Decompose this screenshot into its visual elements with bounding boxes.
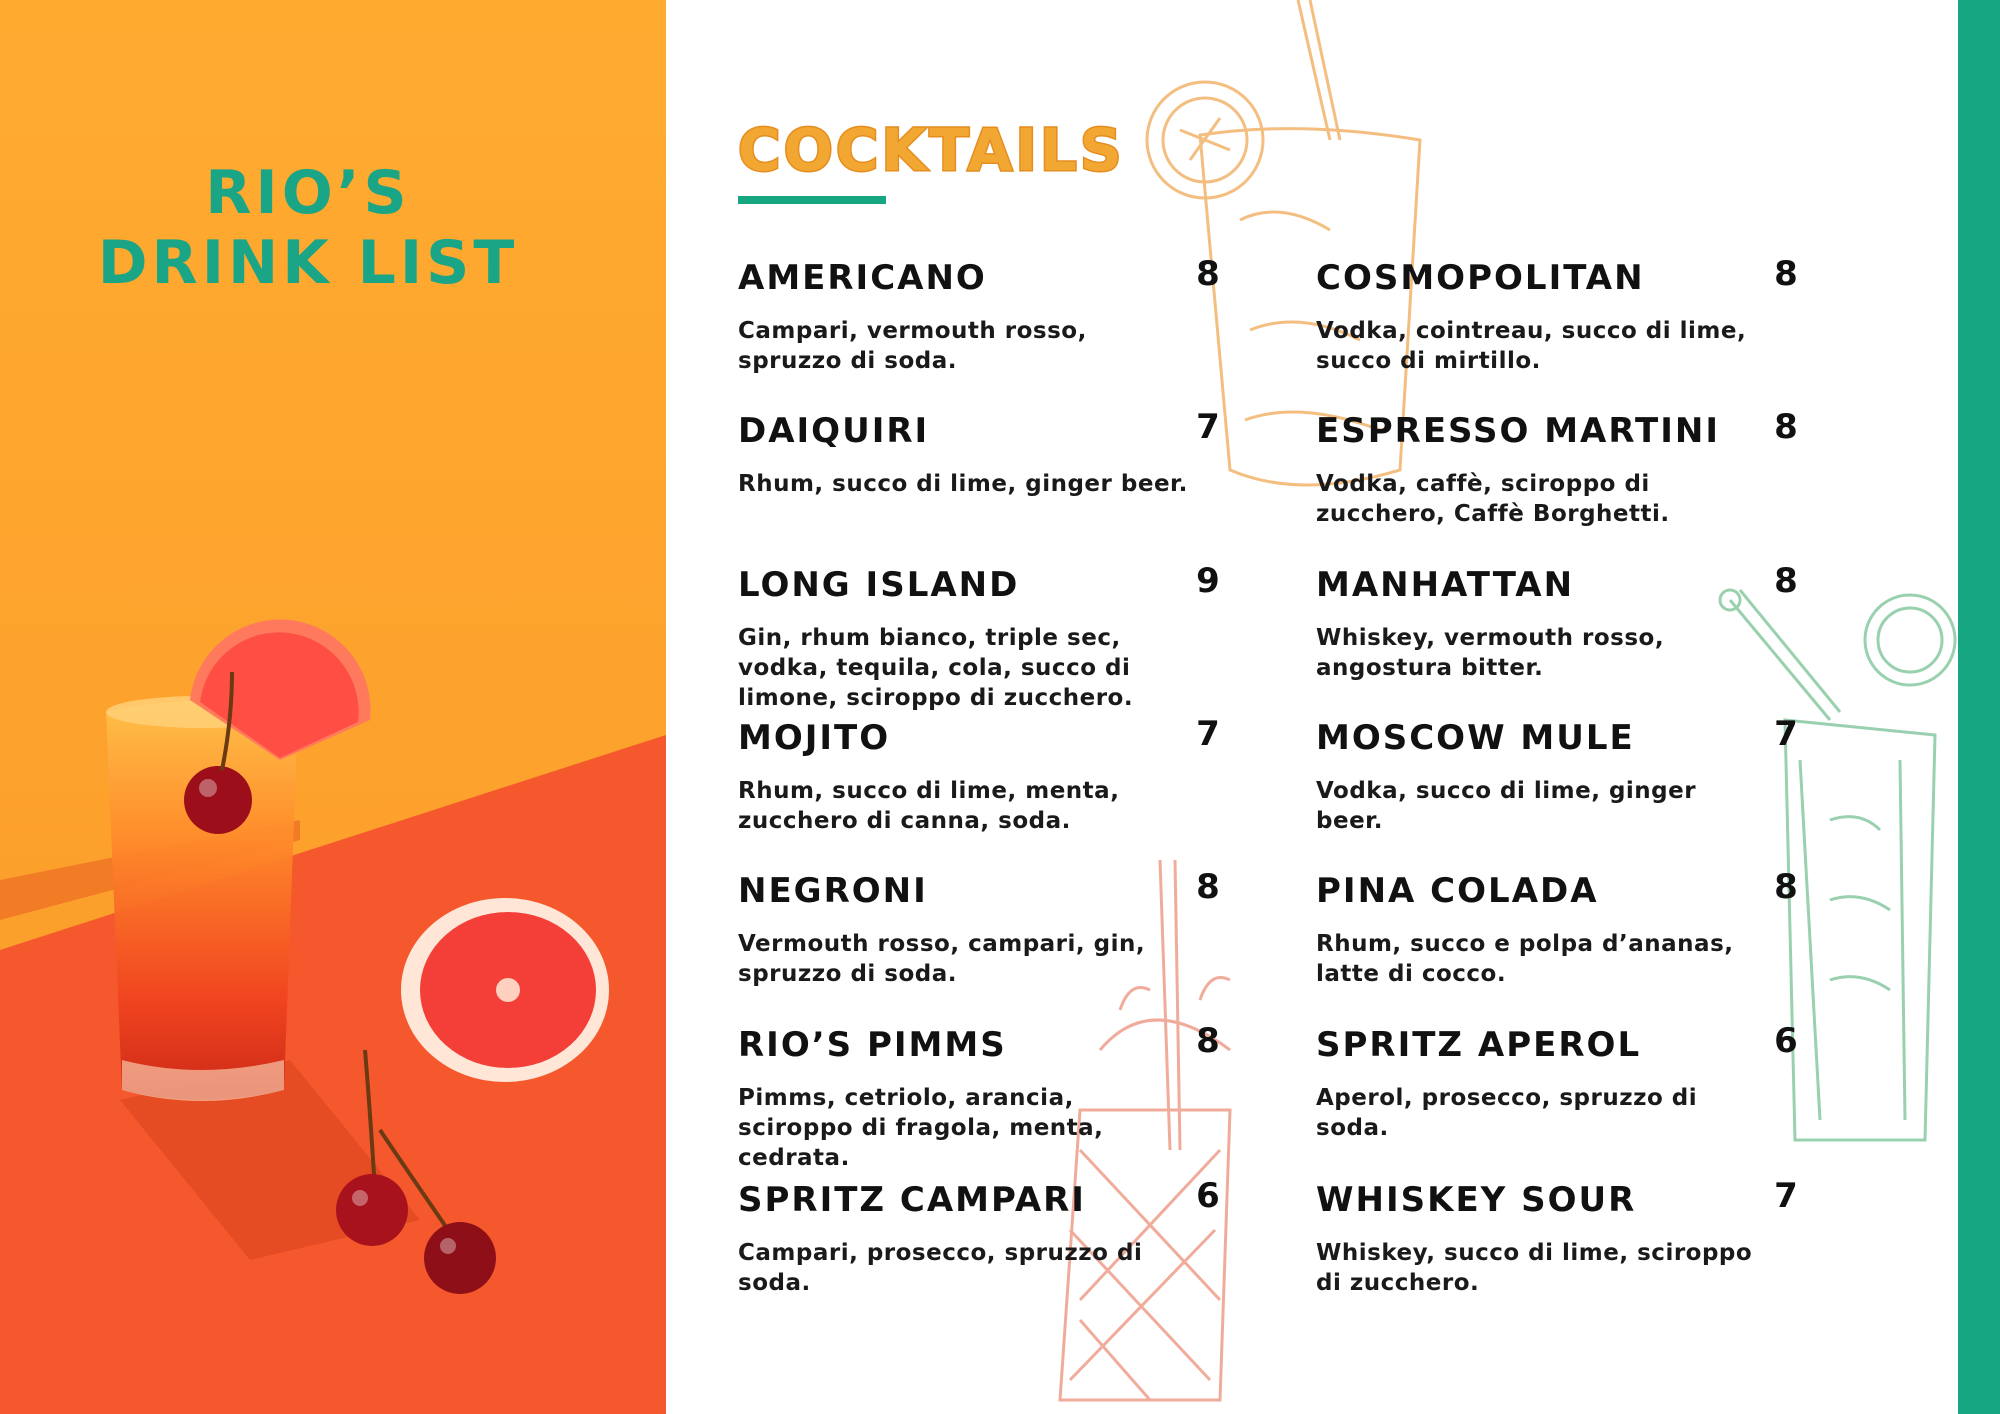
item-description: Vodka, caffè, sciroppo di zucchero, Caffè Borghetti. [1316,471,1670,527]
menu-item [738,407,1228,551]
menu-item [1316,407,1806,551]
item-description: Vodka, cointreau, succo di lime, succo di mirtillo. [1316,318,1747,374]
item-description: Campari, vermouth rosso, spruzzo di soda. [738,318,1087,374]
item-name: MANHATTAN [1316,565,1575,605]
item-price: 6 [1196,1176,1220,1216]
item-name: LONG ISLAND [738,565,1020,605]
menu-item [1316,714,1806,858]
brand-title-line1: RIO’S [205,158,411,228]
item-price: 7 [1196,714,1220,754]
item-description: Rhum, succo e polpa d’ananas, latte di cocco. [1316,931,1734,987]
section-underline [738,196,886,204]
item-name: MOSCOW MULE [1316,718,1635,758]
accent-strip [1958,0,2000,1414]
item-price: 7 [1774,1176,1798,1216]
menu-item [1316,254,1806,398]
item-price: 7 [1774,714,1798,754]
item-price: 9 [1196,561,1220,601]
item-price: 8 [1774,867,1798,907]
item-name: NEGRONI [738,871,928,911]
menu-item [738,561,1228,711]
item-description: Gin, rhum bianco, triple sec, vodka, tequila, cola, succo di limone, sciroppo di zucchero. [738,625,1134,711]
item-price: 8 [1196,254,1220,294]
item-name: RIO’S PIMMS [738,1025,1007,1065]
item-price: 8 [1196,867,1220,907]
item-price: 6 [1774,1021,1798,1061]
item-description: Vermouth rosso, campari, gin, spruzzo di soda. [738,931,1146,987]
item-description: Rhum, succo di lime, ginger beer. [738,471,1188,497]
menu-item [738,254,1228,398]
item-price: 8 [1774,254,1798,294]
item-name: ESPRESSO MARTINI [1316,411,1720,451]
item-description: Whiskey, succo di lime, sciroppo di zucchero. [1316,1240,1753,1296]
item-name: AMERICANO [738,258,987,298]
item-description: Whiskey, vermouth rosso, angostura bitter. [1316,625,1665,681]
photo-panel [0,0,666,1414]
item-price: 8 [1774,407,1798,447]
item-name: WHISKEY SOUR [1316,1180,1637,1220]
item-description: Pimms, cetriolo, arancia, sciroppo di fragola, menta, cedrata. [738,1085,1104,1171]
brand-title-line2: DRINK LIST [97,228,519,298]
brand-title [0,158,616,298]
menu-item [1316,867,1806,1011]
item-description: Aperol, prosecco, spruzzo di soda. [1316,1085,1698,1141]
item-description: Rhum, succo di lime, menta, zucchero di canna, soda. [738,778,1120,834]
menu-item [738,867,1228,1011]
item-description: Vodka, succo di lime, ginger beer. [1316,778,1697,834]
menu-item [1316,561,1806,705]
menu-item [738,1021,1228,1171]
item-description: Campari, prosecco, spruzzo di soda. [738,1240,1143,1296]
menu-item [1316,1176,1806,1320]
item-name: PINA COLADA [1316,871,1599,911]
item-price: 7 [1196,407,1220,447]
menu-item [1316,1021,1806,1165]
menu-item [738,714,1228,858]
item-price: 8 [1196,1021,1220,1061]
item-name: SPRITZ CAMPARI [738,1180,1086,1220]
item-name: SPRITZ APEROL [1316,1025,1642,1065]
menu-item [738,1176,1228,1320]
item-name: COSMOPOLITAN [1316,258,1645,298]
item-name: MOJITO [738,718,891,758]
section-title: COCKTAILS [738,116,1125,184]
item-price: 8 [1774,561,1798,601]
item-name: DAIQUIRI [738,411,930,451]
